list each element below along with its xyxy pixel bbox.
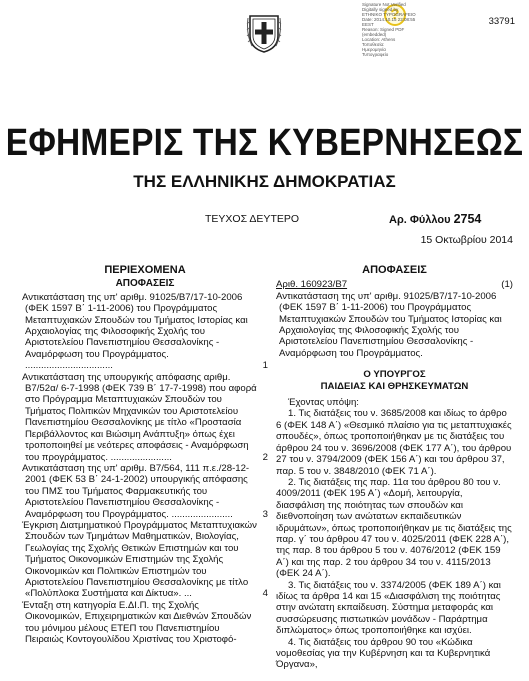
contents-column: [22, 265, 268, 645]
sheet-label: Αρ. Φύλλου: [389, 214, 451, 226]
toc-item-text: Αντικατάσταση της υπ' αριθμ. 91025/Β7/17-10-2006 (ΦΕΚ 1597 Β΄ 1-11-2006) του Προγράμματος Μεταπτυχιακών Σπουδών του Τμήματος Ιστορίας και Αρχαιολογίας της Φιλοσοφικής Σχολής του Αριστοτελείου Πανεπιστημίου Θεσσαλονίκης - Αναμόρφωση του Προγράμματος. .................................: [22, 291, 248, 372]
decision-column: [276, 265, 513, 671]
digital-signature-stamp: [362, 2, 422, 57]
decision-reference: [276, 279, 513, 290]
contents-heading: ΠΕΡΙΕΧΟΜΕΝΑ: [104, 264, 186, 276]
coat-of-arms-emblem: [246, 10, 282, 54]
toc-item-text: Αντικατάσταση της υπουργικής απόφασης αριθμ. Β7/52α/ 6-7-1998 (ΦΕΚ 739 Β΄ 17-7-1998) που αφορά στο Πρόγραμμα Μεταπτυχιακών Σπουδών του Τμήματος Πολιτικών Μηχανικών του Αριστοτελείου Πανεπιστημίου Θεσσαλονίκης με τίτλο «Προστασία Περιβάλλοντος και Βιώσιμη Ανάπτυξη» όπως έχει τροποποιηθεί με νεότερες αποφάσεις - Αναμόρφωση του προγράμματος. .......................: [22, 371, 257, 463]
toc-item-page: 3: [262, 508, 268, 520]
signature-line: Digitally signed by: [362, 7, 399, 12]
decision-intro: Αντικατάσταση της υπ' αριθμ. 91025/Β7/17-10-2006 (ΦΕΚ 1597 Β΄ 1-11-2006) του Προγράμματος Μεταπτυχιακών Σπουδών του Τμήματος Ιστορίας και Αρχαιολογίας της Φιλοσοφικής Σχολής του Αριστοτελείου Πανεπιστημίου Θεσσαλονίκης - Αναμόρφωση του Προγράμματος.: [276, 290, 502, 359]
toc-item-text: Ένταξη στη κατηγορία Ε.ΔΙ.Π. της Σχολής Οικονομικών, Επιχειρηματικών και Διεθνών Σπουδών του μόνιμου μέλους ΕΤΕΠ του Πανεπιστημίου Πειραιώς Κοντογουλίδου Χριστίνας του Χριστοφό-: [22, 599, 252, 645]
considering-label: Έχοντας υπόψη:: [288, 397, 359, 409]
signature-status: Signature Not Verified: [362, 2, 406, 7]
decision-paragraph: 2. Τις διατάξεις της παρ. 11α του άρθρου 80 του ν. 4009/2011 (ΦΕΚ 195 Α΄) «Δομή, λειτουργία, διασφάλιση της ποιότητας των σπουδών και διεθνοποίηση των ανώτατων εκπαιδευτικών ιδρυμάτων», όπως τροποποιήθηκαν με τις διατάξεις της παρ. γ΄ του άρθρου 47 του ν. 4025/2011 (ΦΕΚ 228 Α΄), της παρ. 8 του άρθρου 5 του ν. 4076/2012 (ΦΕΚ 159 Α΄) και της παρ. 2 του άρθρου 34 του ν. 4115/2013 (ΦΕΚ 24 Α΄).: [276, 476, 512, 580]
gazette-subtitle: ΤΗΣ ΕΛΛΗΝΙΚΗΣ ΔΗΜΟΚΡΑΤΙΑΣ: [133, 172, 396, 191]
signature-line: Τοποθεσία:: [362, 42, 385, 47]
signature-line: Τυπογραφείο: [362, 52, 389, 57]
toc-item: [22, 292, 268, 372]
decision-paragraph: 4. Τις διατάξεις του άρθρου 90 του «Κώδικα νομοθεσίας για την Κυβέρνηση και τα Κυβερνητικά Όργανα»,: [276, 636, 491, 671]
toc-item-page: 2: [262, 451, 268, 463]
signature-line: Ημερομηνία: [362, 47, 386, 52]
sheet-number: [389, 212, 481, 226]
minister-title: Ο ΥΠΟΥΡΓΟΣ: [363, 369, 426, 381]
toc-item: [22, 463, 268, 520]
sheet-number-value: 2754: [453, 212, 482, 226]
signature-line: ETHNIKO TYPOGRAFEIO: [362, 12, 416, 17]
signature-line: (embedded): [362, 32, 387, 37]
signature-line: Location: Athens: [362, 37, 396, 42]
decision-paragraph: 1. Τις διατάξεις του ν. 3685/2008 και ιδίως το άρθρο 6 (ΦΕΚ 148 Α΄) «Θεσμικό πλαίσιο για τις μεταπτυχιακές σπουδές», όπως τροποποιήθηκαν με τις διατάξεις του άρθρου 24 του ν. 3696/2008 (ΦΕΚ 177 Α΄), του άρθρου 27 του ν. 3794/2009 (ΦΕΚ 156 Α΄) και του άρθρου 37, παρ. 5 του ν. 3848/2010 (ΦΕΚ 71 Α΄).: [276, 408, 512, 477]
signature-line: EEST: [362, 22, 374, 27]
signature-check-icon: ?: [384, 4, 406, 26]
toc-item-text: Αντικατάσταση της υπ' αριθμ. Β7/564, 111 π.ε./28-12-2001 (ΦΕΚ 53 Β΄ 24-1-2002) υπουργικής απόφασης του ΠΜΣ του Τμήματος Φαρμακευτικής του Αριστοτελείου Πανεπιστημίου Θεσσαλονίκης - Αναμόρφωση του Προγράμματος. .......................: [22, 462, 250, 520]
decisions-heading: ΑΠΟΦΑΣΕΙΣ: [362, 264, 427, 276]
signature-line: Reason: Signed PDF: [362, 27, 405, 32]
ministry-name: ΠΑΙΔΕΙΑΣ ΚΑΙ ΘΡΗΣΚΕΥΜΑΤΩΝ: [320, 380, 469, 392]
toc-item-text: Έγκριση Διατμηματικού Προγράμματος Μεταπτυχιακών Σπουδών των Τμημάτων Μαθηματικών, Βιολογίας, Γεωλογίας της Σχολής Θετικών Επιστημών και του Τμήματος Οικονομικών Επιστημών της Σχολής Οικονομικών και Πολιτικών Επιστημών του Αριστοτελείου Πανεπιστημίου Θεσσαλονίκης με τίτλο «Πολύπλοκα Συστήματα και Δίκτυα». ...: [22, 519, 257, 600]
toc-item: [22, 372, 268, 463]
signature-line: Date: 2014.10.15 22:08:55: [362, 17, 416, 22]
toc-item-page: 4: [262, 588, 268, 600]
toc-item: [22, 520, 268, 600]
decision-ref-number: Αριθ. 160923/Β7: [276, 279, 348, 291]
toc-item: [22, 600, 268, 646]
toc-item-page: 1: [262, 360, 268, 372]
decision-paragraph: 3. Τις διατάξεις του ν. 3374/2005 (ΦΕΚ 189 Α΄) και ιδίως τα άρθρα 14 και 15 «Διασφάλιση της ποιότητας στην ανώτατη εκπαίδευση. Σύστημα μεταφοράς και συσσώρευσης πιστωτικών μονάδων - Παράρτημα διπλώματος» όπως τροποποιήθηκε και ισχύει.: [276, 579, 501, 637]
page-number: 33791: [488, 16, 515, 27]
contents-section-heading: ΑΠΟΦΑΣΕΙΣ: [115, 278, 175, 290]
decision-index: (1): [501, 279, 513, 291]
gazette-title: ΕΦΗΜΕΡΙΣ ΤΗΣ ΚΥΒΕΡΝΗΣΕΩΣ: [5, 122, 524, 165]
publication-date: 15 Οκτωβρίου 2014: [420, 234, 513, 246]
gazette-series: ΤΕΥΧΟΣ ΔΕΥΤΕΡΟ: [205, 213, 300, 225]
